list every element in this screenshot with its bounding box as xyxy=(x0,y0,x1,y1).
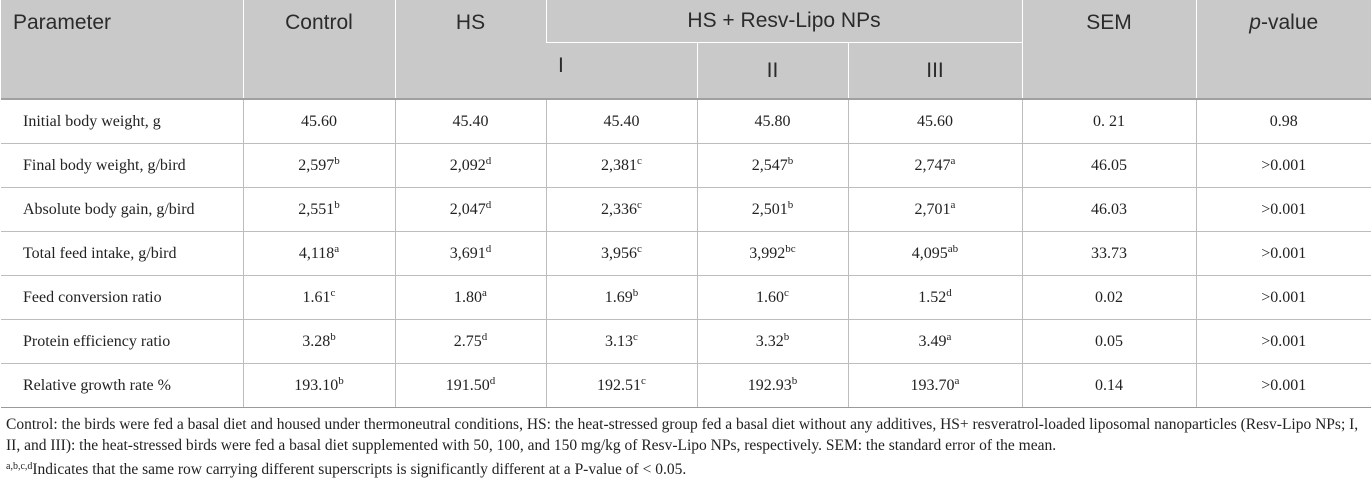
p-value-cell: >0.001 xyxy=(1196,188,1371,232)
cell-value: 1.69 xyxy=(604,288,633,306)
cell-value: 4,118 xyxy=(298,244,335,262)
value-cell xyxy=(697,364,848,408)
cell-superscript: bc xyxy=(785,242,796,255)
value-cell xyxy=(395,99,546,144)
value-cell xyxy=(546,364,697,408)
value-cell xyxy=(395,320,546,364)
value-cell xyxy=(848,144,1022,188)
cell-superscript: d xyxy=(485,242,492,255)
sem-cell: 46.05 xyxy=(1022,144,1196,188)
value-cell xyxy=(697,320,848,364)
table-row xyxy=(1,99,1371,144)
value-cell xyxy=(546,276,697,320)
cell-superscript: b xyxy=(787,154,794,167)
cell-value: 193.10 xyxy=(294,376,339,394)
header-sub-ii: II xyxy=(697,43,848,100)
cell-value: 2,551 xyxy=(298,200,335,218)
cell-superscript: a xyxy=(954,374,960,387)
cell-value: 1.60 xyxy=(756,288,785,306)
cell-superscript: b xyxy=(334,154,340,167)
value-cell xyxy=(697,188,848,232)
cell-value: 2.75 xyxy=(453,332,482,350)
cell-superscript: c xyxy=(637,154,642,167)
value-cell xyxy=(697,144,848,188)
p-rest: -value xyxy=(1260,11,1319,34)
value-cell xyxy=(697,99,848,144)
value-cell xyxy=(395,188,546,232)
cell-superscript: d xyxy=(489,374,496,387)
header-control: Control xyxy=(243,0,395,99)
header-sub-iii: III xyxy=(848,43,1022,100)
sem-cell: 0.05 xyxy=(1022,320,1196,364)
cell-value: 45.80 xyxy=(754,112,791,130)
row-label: Feed conversion ratio xyxy=(1,276,243,320)
cell-value: 45.40 xyxy=(603,112,640,130)
value-cell xyxy=(848,188,1022,232)
value-cell xyxy=(546,188,697,232)
cell-superscript: d xyxy=(946,286,952,299)
value-cell xyxy=(848,232,1022,276)
cell-superscript: c xyxy=(637,242,642,255)
cell-value: 2,547 xyxy=(751,156,788,174)
header-parameter: Parameter xyxy=(1,0,243,99)
cell-value: 2,747 xyxy=(914,156,951,174)
cell-value: 2,381 xyxy=(601,156,638,174)
value-cell xyxy=(243,364,395,408)
table-row xyxy=(1,320,1371,364)
row-label: Relative growth rate % xyxy=(1,364,243,408)
footnotes xyxy=(1,408,1371,480)
p-value-cell: >0.001 xyxy=(1196,320,1371,364)
value-cell xyxy=(697,232,848,276)
cell-value: 3.49 xyxy=(918,332,947,350)
value-cell xyxy=(697,276,848,320)
cell-superscript: a xyxy=(946,330,952,343)
cell-value: 193.70 xyxy=(910,376,955,394)
p-value-cell: >0.001 xyxy=(1196,276,1371,320)
value-cell xyxy=(395,232,546,276)
footnote-significance-text: Indicates that the same row carrying different superscripts is significantly different at a P-value of < 0.05. xyxy=(32,461,687,478)
cell-superscript: a xyxy=(334,242,340,255)
cell-value: 191.50 xyxy=(445,376,490,394)
p-value-cell: >0.001 xyxy=(1196,144,1371,188)
table-container xyxy=(1,0,1371,480)
data-table xyxy=(1,0,1371,408)
value-cell xyxy=(243,320,395,364)
cell-value: 3,691 xyxy=(449,244,486,262)
cell-value: 4,095 xyxy=(911,244,948,262)
value-cell xyxy=(546,232,697,276)
cell-superscript: b xyxy=(330,330,336,343)
cell-superscript: c xyxy=(784,286,789,299)
p-italic: p xyxy=(1249,11,1261,34)
cell-value: 3,992 xyxy=(749,244,786,262)
cell-superscript: b xyxy=(791,374,798,387)
footnote-superscript: a,b,c,d xyxy=(6,461,33,472)
table-row xyxy=(1,232,1371,276)
cell-value: 3,956 xyxy=(601,244,638,262)
footnote-significance xyxy=(6,459,1365,480)
value-cell xyxy=(243,144,395,188)
value-cell xyxy=(395,364,546,408)
cell-value: 2,701 xyxy=(914,200,951,218)
cell-value: 2,092 xyxy=(449,156,486,174)
sem-cell: 33.73 xyxy=(1022,232,1196,276)
header-p-value xyxy=(1196,0,1371,99)
p-value-cell: >0.001 xyxy=(1196,364,1371,408)
cell-superscript: d xyxy=(485,198,492,211)
cell-superscript: b xyxy=(787,198,794,211)
sem-cell: 0.14 xyxy=(1022,364,1196,408)
value-cell xyxy=(848,99,1022,144)
cell-superscript: a xyxy=(482,286,487,299)
value-cell xyxy=(848,320,1022,364)
cell-value: 2,047 xyxy=(449,200,486,218)
p-value-cell: 0.98 xyxy=(1196,99,1371,144)
cell-value: 1.52 xyxy=(918,288,947,306)
cell-superscript: b xyxy=(338,374,344,387)
value-cell xyxy=(243,276,395,320)
cell-value: 3.13 xyxy=(605,332,634,350)
row-label: Initial body weight, g xyxy=(1,99,243,144)
cell-superscript: c xyxy=(641,374,646,387)
cell-value: 2,336 xyxy=(601,200,638,218)
value-cell xyxy=(243,188,395,232)
header-hs: HS xyxy=(395,0,546,99)
row-label: Absolute body gain, g/bird xyxy=(1,188,243,232)
cell-value: 1.80 xyxy=(454,288,483,306)
cell-value: 1.61 xyxy=(302,288,331,306)
row-label: Total feed intake, g/bird xyxy=(1,232,243,276)
value-cell xyxy=(848,276,1022,320)
p-value-cell: >0.001 xyxy=(1196,232,1371,276)
cell-value: 3.28 xyxy=(302,332,331,350)
sem-cell: 0. 21 xyxy=(1022,99,1196,144)
row-label: Protein efficiency ratio xyxy=(1,320,243,364)
cell-value: 45.60 xyxy=(301,112,337,130)
value-cell xyxy=(546,320,697,364)
cell-superscript: a xyxy=(950,198,956,211)
cell-superscript: c xyxy=(637,198,642,211)
cell-value: 192.93 xyxy=(747,376,792,394)
footnote-abbreviations: Control: the birds were fed a basal diet and housed under thermoneutral conditions, HS: the heat-stressed group fed a basal diet without any additives, HS+ resveratrol-loaded liposomal nanoparticles (Resv-Lipo NPs; I, II, and III): the heat-stressed birds were fed a basal diet supplemented with 50, 100, and 150 mg/kg of Resv-Lipo NPs, respectively. SEM: the standard error of the mean. xyxy=(6,416,1359,454)
value-cell xyxy=(243,232,395,276)
header-sub-i: I xyxy=(546,43,697,100)
header-hs-resv-lipo: HS + Resv-Lipo NPs xyxy=(546,0,1022,43)
cell-superscript: d xyxy=(481,330,488,343)
cell-value: 45.60 xyxy=(917,112,953,130)
cell-superscript: b xyxy=(783,330,790,343)
cell-superscript: c xyxy=(633,330,638,343)
value-cell xyxy=(546,144,697,188)
table-row xyxy=(1,144,1371,188)
cell-value: 2,501 xyxy=(751,200,788,218)
table-row xyxy=(1,276,1371,320)
value-cell xyxy=(243,99,395,144)
cell-superscript: b xyxy=(632,286,639,299)
cell-value: 45.40 xyxy=(452,112,489,130)
cell-superscript: d xyxy=(485,154,492,167)
cell-superscript: c xyxy=(330,286,336,299)
table-row xyxy=(1,364,1371,408)
cell-value: 2,597 xyxy=(298,156,335,174)
value-cell xyxy=(395,144,546,188)
cell-value: 192.51 xyxy=(597,376,642,394)
value-cell xyxy=(848,364,1022,408)
value-cell xyxy=(395,276,546,320)
cell-superscript: ab xyxy=(947,242,959,255)
table-body xyxy=(1,99,1371,408)
cell-superscript: a xyxy=(950,154,956,167)
sem-cell: 0.02 xyxy=(1022,276,1196,320)
cell-superscript: b xyxy=(334,198,340,211)
header-sem: SEM xyxy=(1022,0,1196,99)
row-label: Final body weight, g/bird xyxy=(1,144,243,188)
table-row xyxy=(1,188,1371,232)
value-cell xyxy=(546,99,697,144)
cell-value: 3.32 xyxy=(755,332,784,350)
sem-cell: 46.03 xyxy=(1022,188,1196,232)
